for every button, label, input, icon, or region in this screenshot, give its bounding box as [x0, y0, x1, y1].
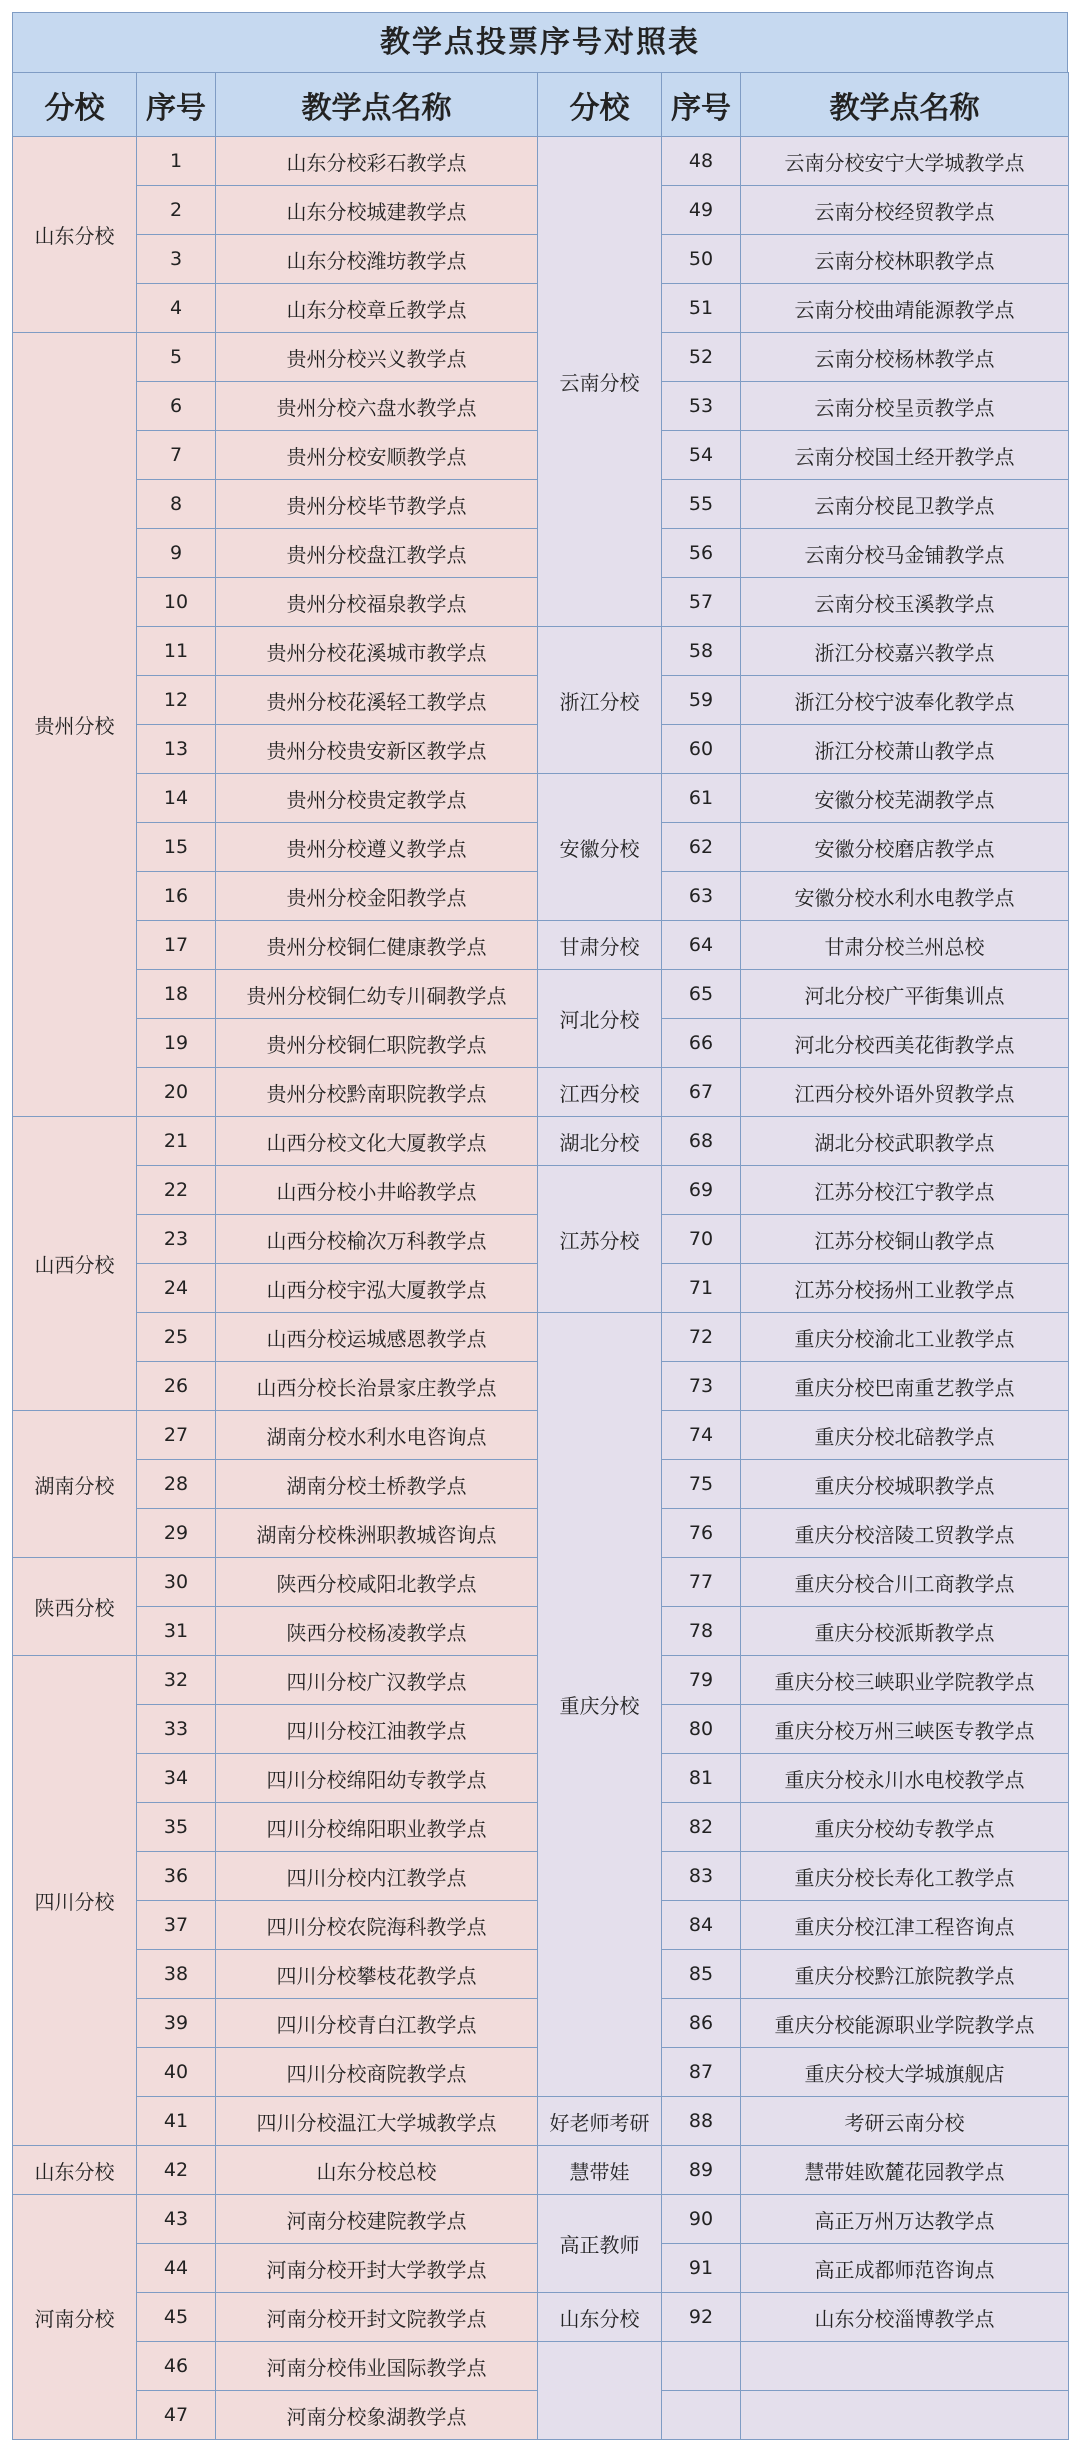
- point-name-cell-right: 河北分校广平街集训点: [741, 970, 1069, 1019]
- point-name-cell-right: 甘肃分校兰州总校: [741, 921, 1069, 970]
- number-cell-left: 40: [137, 2048, 216, 2097]
- table-row: [13, 1068, 1069, 1117]
- point-name-cell-left: 湖南分校土桥教学点: [216, 1460, 538, 1509]
- table-row: [13, 1117, 1069, 1166]
- point-name-cell-right: 浙江分校宁波奉化教学点: [741, 676, 1069, 725]
- point-name-cell-left: 贵州分校黔南职院教学点: [216, 1068, 538, 1117]
- number-cell-right: 71: [662, 1264, 741, 1313]
- number-cell-left: 38: [137, 1950, 216, 1999]
- number-cell-right: 73: [662, 1362, 741, 1411]
- number-cell-right: 91: [662, 2244, 741, 2293]
- point-name-cell-right: 重庆分校派斯教学点: [741, 1607, 1069, 1656]
- point-name-cell-right: 重庆分校渝北工业教学点: [741, 1313, 1069, 1362]
- table-row: [13, 2097, 1069, 2146]
- point-name-cell-right: [741, 2342, 1069, 2391]
- number-cell-right: 84: [662, 1901, 741, 1950]
- number-cell-right: 90: [662, 2195, 741, 2244]
- point-name-cell-right: 云南分校安宁大学城教学点: [741, 137, 1069, 186]
- point-name-cell-right: 重庆分校黔江旅院教学点: [741, 1950, 1069, 1999]
- header-branch-right: 分校: [538, 73, 662, 137]
- number-cell-right: 65: [662, 970, 741, 1019]
- number-cell-right: 58: [662, 627, 741, 676]
- point-name-cell-right: [741, 2391, 1069, 2440]
- branch-cell-left: 贵州分校: [13, 333, 137, 1117]
- number-cell-left: 9: [137, 529, 216, 578]
- number-cell-left: 2: [137, 186, 216, 235]
- point-name-cell-right: 安徽分校水利水电教学点: [741, 872, 1069, 921]
- point-name-cell-left: 山东分校潍坊教学点: [216, 235, 538, 284]
- number-cell-left: 26: [137, 1362, 216, 1411]
- point-name-cell-left: 贵州分校铜仁职院教学点: [216, 1019, 538, 1068]
- point-name-cell-left: 山东分校彩石教学点: [216, 137, 538, 186]
- point-name-cell-left: 山西分校小井峪教学点: [216, 1166, 538, 1215]
- number-cell-left: 3: [137, 235, 216, 284]
- table-title: 教学点投票序号对照表: [12, 12, 1068, 72]
- number-cell-left: 20: [137, 1068, 216, 1117]
- point-name-cell-left: 四川分校内江教学点: [216, 1852, 538, 1901]
- number-cell-left: 19: [137, 1019, 216, 1068]
- number-cell-left: 1: [137, 137, 216, 186]
- number-cell-left: 27: [137, 1411, 216, 1460]
- point-name-cell-left: 河南分校开封大学教学点: [216, 2244, 538, 2293]
- point-name-cell-right: 云南分校国土经开教学点: [741, 431, 1069, 480]
- number-cell-right: 51: [662, 284, 741, 333]
- number-cell-left: 32: [137, 1656, 216, 1705]
- branch-cell-right: 河北分校: [538, 970, 662, 1068]
- point-name-cell-right: 重庆分校巴南重艺教学点: [741, 1362, 1069, 1411]
- point-name-cell-right: 重庆分校江津工程咨询点: [741, 1901, 1069, 1950]
- number-cell-right: 63: [662, 872, 741, 921]
- number-cell-right: 86: [662, 1999, 741, 2048]
- point-name-cell-right: 高正万州万达教学点: [741, 2195, 1069, 2244]
- branch-cell-right: 高正教师: [538, 2195, 662, 2293]
- branch-cell-right: 慧带娃: [538, 2146, 662, 2195]
- number-cell-right: 68: [662, 1117, 741, 1166]
- number-cell-right: 85: [662, 1950, 741, 1999]
- number-cell-right: 70: [662, 1215, 741, 1264]
- point-name-cell-left: 四川分校江油教学点: [216, 1705, 538, 1754]
- point-name-cell-left: 山西分校榆次万科教学点: [216, 1215, 538, 1264]
- point-name-cell-right: 高正成都师范咨询点: [741, 2244, 1069, 2293]
- point-name-cell-right: 山东分校淄博教学点: [741, 2293, 1069, 2342]
- voting-number-table: [12, 72, 1069, 2440]
- point-name-cell-right: 云南分校玉溪教学点: [741, 578, 1069, 627]
- point-name-cell-right: 重庆分校大学城旗舰店: [741, 2048, 1069, 2097]
- number-cell-left: 45: [137, 2293, 216, 2342]
- number-cell-left: 23: [137, 1215, 216, 1264]
- branch-cell-left: 陕西分校: [13, 1558, 137, 1656]
- number-cell-left: 36: [137, 1852, 216, 1901]
- number-cell-left: 17: [137, 921, 216, 970]
- point-name-cell-left: 贵州分校遵义教学点: [216, 823, 538, 872]
- point-name-cell-right: 重庆分校万州三峡医专教学点: [741, 1705, 1069, 1754]
- table-row: [13, 970, 1069, 1019]
- point-name-cell-left: 贵州分校金阳教学点: [216, 872, 538, 921]
- number-cell-right: 78: [662, 1607, 741, 1656]
- point-name-cell-right: 慧带娃欧麓花园教学点: [741, 2146, 1069, 2195]
- number-cell-left: 5: [137, 333, 216, 382]
- point-name-cell-left: 山西分校长治景家庄教学点: [216, 1362, 538, 1411]
- table-row: [13, 2146, 1069, 2195]
- table-row: [13, 2293, 1069, 2342]
- number-cell-right: 74: [662, 1411, 741, 1460]
- point-name-cell-left: 贵州分校安顺教学点: [216, 431, 538, 480]
- branch-cell-right: 好老师考研: [538, 2097, 662, 2146]
- point-name-cell-right: 江苏分校江宁教学点: [741, 1166, 1069, 1215]
- number-cell-left: 10: [137, 578, 216, 627]
- number-cell-right: 76: [662, 1509, 741, 1558]
- point-name-cell-right: 重庆分校长寿化工教学点: [741, 1852, 1069, 1901]
- number-cell-right: 83: [662, 1852, 741, 1901]
- table-body: [13, 137, 1069, 2440]
- point-name-cell-left: 贵州分校铜仁幼专川硐教学点: [216, 970, 538, 1019]
- number-cell-left: 39: [137, 1999, 216, 2048]
- number-cell-right: 66: [662, 1019, 741, 1068]
- number-cell-right: 53: [662, 382, 741, 431]
- header-row: [13, 73, 1069, 137]
- branch-cell-right: 山东分校: [538, 2293, 662, 2342]
- point-name-cell-left: 贵州分校盘江教学点: [216, 529, 538, 578]
- point-name-cell-right: 云南分校昆卫教学点: [741, 480, 1069, 529]
- number-cell-right: 48: [662, 137, 741, 186]
- point-name-cell-left: 河南分校建院教学点: [216, 2195, 538, 2244]
- number-cell-left: 18: [137, 970, 216, 1019]
- number-cell-right: 54: [662, 431, 741, 480]
- point-name-cell-left: 四川分校商院教学点: [216, 2048, 538, 2097]
- number-cell-right: 77: [662, 1558, 741, 1607]
- branch-cell-right: 重庆分校: [538, 1313, 662, 2097]
- number-cell-right: 55: [662, 480, 741, 529]
- point-name-cell-right: 安徽分校磨店教学点: [741, 823, 1069, 872]
- number-cell-right: 56: [662, 529, 741, 578]
- point-name-cell-right: 重庆分校幼专教学点: [741, 1803, 1069, 1852]
- table-row: [13, 1166, 1069, 1215]
- branch-cell-right: 甘肃分校: [538, 921, 662, 970]
- point-name-cell-right: 安徽分校芜湖教学点: [741, 774, 1069, 823]
- table-row: [13, 921, 1069, 970]
- number-cell-left: 35: [137, 1803, 216, 1852]
- point-name-cell-right: 重庆分校三峡职业学院教学点: [741, 1656, 1069, 1705]
- table-row: [13, 1313, 1069, 1362]
- point-name-cell-right: 重庆分校合川工商教学点: [741, 1558, 1069, 1607]
- point-name-cell-left: 河南分校伟业国际教学点: [216, 2342, 538, 2391]
- point-name-cell-left: 四川分校农院海科教学点: [216, 1901, 538, 1950]
- point-name-cell-right: 江苏分校铜山教学点: [741, 1215, 1069, 1264]
- number-cell-left: 13: [137, 725, 216, 774]
- branch-cell-left: 四川分校: [13, 1656, 137, 2146]
- point-name-cell-right: 河北分校西美花街教学点: [741, 1019, 1069, 1068]
- number-cell-left: 21: [137, 1117, 216, 1166]
- branch-cell-right: 云南分校: [538, 137, 662, 627]
- number-cell-right: 89: [662, 2146, 741, 2195]
- point-name-cell-left: 贵州分校贵定教学点: [216, 774, 538, 823]
- number-cell-right: 92: [662, 2293, 741, 2342]
- branch-cell-right: 安徽分校: [538, 774, 662, 921]
- point-name-cell-left: 贵州分校贵安新区教学点: [216, 725, 538, 774]
- point-name-cell-left: 山西分校文化大厦教学点: [216, 1117, 538, 1166]
- number-cell-left: 15: [137, 823, 216, 872]
- number-cell-left: 12: [137, 676, 216, 725]
- branch-cell-right: 浙江分校: [538, 627, 662, 774]
- branch-cell-left: 山西分校: [13, 1117, 137, 1411]
- number-cell-right: 87: [662, 2048, 741, 2097]
- number-cell-right: 59: [662, 676, 741, 725]
- point-name-cell-left: 贵州分校福泉教学点: [216, 578, 538, 627]
- number-cell-left: 8: [137, 480, 216, 529]
- point-name-cell-left: 贵州分校花溪城市教学点: [216, 627, 538, 676]
- point-name-cell-left: 河南分校象湖教学点: [216, 2391, 538, 2440]
- number-cell-left: 4: [137, 284, 216, 333]
- table-row: [13, 2195, 1069, 2244]
- number-cell-left: 41: [137, 2097, 216, 2146]
- point-name-cell-right: 江西分校外语外贸教学点: [741, 1068, 1069, 1117]
- point-name-cell-right: 重庆分校北碚教学点: [741, 1411, 1069, 1460]
- table-row: [13, 627, 1069, 676]
- point-name-cell-left: 河南分校开封文院教学点: [216, 2293, 538, 2342]
- number-cell-left: 43: [137, 2195, 216, 2244]
- number-cell-left: 6: [137, 382, 216, 431]
- number-cell-left: 33: [137, 1705, 216, 1754]
- point-name-cell-right: 重庆分校能源职业学院教学点: [741, 1999, 1069, 2048]
- comparison-table-container: [12, 12, 1068, 2440]
- point-name-cell-left: 四川分校绵阳职业教学点: [216, 1803, 538, 1852]
- number-cell-left: 16: [137, 872, 216, 921]
- number-cell-right: 69: [662, 1166, 741, 1215]
- number-cell-left: 25: [137, 1313, 216, 1362]
- number-cell-left: 29: [137, 1509, 216, 1558]
- table-row: [13, 137, 1069, 186]
- number-cell-right: 52: [662, 333, 741, 382]
- number-cell-right: 57: [662, 578, 741, 627]
- point-name-cell-right: 重庆分校涪陵工贸教学点: [741, 1509, 1069, 1558]
- number-cell-left: 22: [137, 1166, 216, 1215]
- point-name-cell-left: 四川分校广汉教学点: [216, 1656, 538, 1705]
- header-name-right: 教学点名称: [741, 73, 1069, 137]
- point-name-cell-right: 考研云南分校: [741, 2097, 1069, 2146]
- point-name-cell-right: 浙江分校嘉兴教学点: [741, 627, 1069, 676]
- number-cell-left: 28: [137, 1460, 216, 1509]
- number-cell-left: 34: [137, 1754, 216, 1803]
- point-name-cell-left: 四川分校温江大学城教学点: [216, 2097, 538, 2146]
- point-name-cell-left: 山东分校章丘教学点: [216, 284, 538, 333]
- point-name-cell-left: 贵州分校铜仁健康教学点: [216, 921, 538, 970]
- point-name-cell-right: 湖北分校武职教学点: [741, 1117, 1069, 1166]
- branch-cell-left: 山东分校: [13, 2146, 137, 2195]
- point-name-cell-right: 江苏分校扬州工业教学点: [741, 1264, 1069, 1313]
- number-cell-right: 82: [662, 1803, 741, 1852]
- point-name-cell-left: 四川分校青白江教学点: [216, 1999, 538, 2048]
- point-name-cell-left: 湖南分校水利水电咨询点: [216, 1411, 538, 1460]
- number-cell-left: 42: [137, 2146, 216, 2195]
- header-name-left: 教学点名称: [216, 73, 538, 137]
- point-name-cell-left: 山东分校城建教学点: [216, 186, 538, 235]
- number-cell-right: 88: [662, 2097, 741, 2146]
- point-name-cell-right: 云南分校呈贡教学点: [741, 382, 1069, 431]
- point-name-cell-left: 贵州分校兴义教学点: [216, 333, 538, 382]
- number-cell-left: 37: [137, 1901, 216, 1950]
- point-name-cell-left: 贵州分校毕节教学点: [216, 480, 538, 529]
- point-name-cell-left: 陕西分校咸阳北教学点: [216, 1558, 538, 1607]
- number-cell-right: 67: [662, 1068, 741, 1117]
- point-name-cell-left: 湖南分校株洲职教城咨询点: [216, 1509, 538, 1558]
- header-number-right: 序号: [662, 73, 741, 137]
- number-cell-right: 49: [662, 186, 741, 235]
- header-number-left: 序号: [137, 73, 216, 137]
- table-row: [13, 2342, 1069, 2391]
- number-cell-left: 30: [137, 1558, 216, 1607]
- header-branch-left: 分校: [13, 73, 137, 137]
- number-cell-right: [662, 2391, 741, 2440]
- number-cell-left: 14: [137, 774, 216, 823]
- branch-cell-left: 湖南分校: [13, 1411, 137, 1558]
- number-cell-right: 60: [662, 725, 741, 774]
- number-cell-right: 62: [662, 823, 741, 872]
- number-cell-right: 50: [662, 235, 741, 284]
- point-name-cell-left: 山西分校运城感恩教学点: [216, 1313, 538, 1362]
- number-cell-left: 47: [137, 2391, 216, 2440]
- number-cell-right: 79: [662, 1656, 741, 1705]
- number-cell-left: 24: [137, 1264, 216, 1313]
- number-cell-right: 80: [662, 1705, 741, 1754]
- number-cell-left: 7: [137, 431, 216, 480]
- number-cell-left: 46: [137, 2342, 216, 2391]
- number-cell-right: 61: [662, 774, 741, 823]
- point-name-cell-left: 四川分校攀枝花教学点: [216, 1950, 538, 1999]
- point-name-cell-right: 云南分校曲靖能源教学点: [741, 284, 1069, 333]
- branch-cell-right: 江苏分校: [538, 1166, 662, 1313]
- number-cell-right: 72: [662, 1313, 741, 1362]
- point-name-cell-left: 陕西分校杨凌教学点: [216, 1607, 538, 1656]
- number-cell-right: 64: [662, 921, 741, 970]
- point-name-cell-right: 云南分校杨林教学点: [741, 333, 1069, 382]
- branch-cell-left: 山东分校: [13, 137, 137, 333]
- point-name-cell-left: 贵州分校六盘水教学点: [216, 382, 538, 431]
- point-name-cell-right: 云南分校经贸教学点: [741, 186, 1069, 235]
- point-name-cell-right: 重庆分校城职教学点: [741, 1460, 1069, 1509]
- point-name-cell-left: 贵州分校花溪轻工教学点: [216, 676, 538, 725]
- branch-cell-right: 江西分校: [538, 1068, 662, 1117]
- number-cell-right: 81: [662, 1754, 741, 1803]
- point-name-cell-right: 重庆分校永川水电校教学点: [741, 1754, 1069, 1803]
- number-cell-right: 75: [662, 1460, 741, 1509]
- branch-cell-left: 河南分校: [13, 2195, 137, 2440]
- point-name-cell-left: 山东分校总校: [216, 2146, 538, 2195]
- branch-cell-right: 湖北分校: [538, 1117, 662, 1166]
- point-name-cell-right: 云南分校马金铺教学点: [741, 529, 1069, 578]
- point-name-cell-left: 山西分校宇泓大厦教学点: [216, 1264, 538, 1313]
- point-name-cell-left: 四川分校绵阳幼专教学点: [216, 1754, 538, 1803]
- number-cell-right: [662, 2342, 741, 2391]
- number-cell-left: 44: [137, 2244, 216, 2293]
- branch-cell-right: [538, 2342, 662, 2440]
- point-name-cell-right: 浙江分校萧山教学点: [741, 725, 1069, 774]
- number-cell-left: 11: [137, 627, 216, 676]
- number-cell-left: 31: [137, 1607, 216, 1656]
- point-name-cell-right: 云南分校林职教学点: [741, 235, 1069, 284]
- table-row: [13, 774, 1069, 823]
